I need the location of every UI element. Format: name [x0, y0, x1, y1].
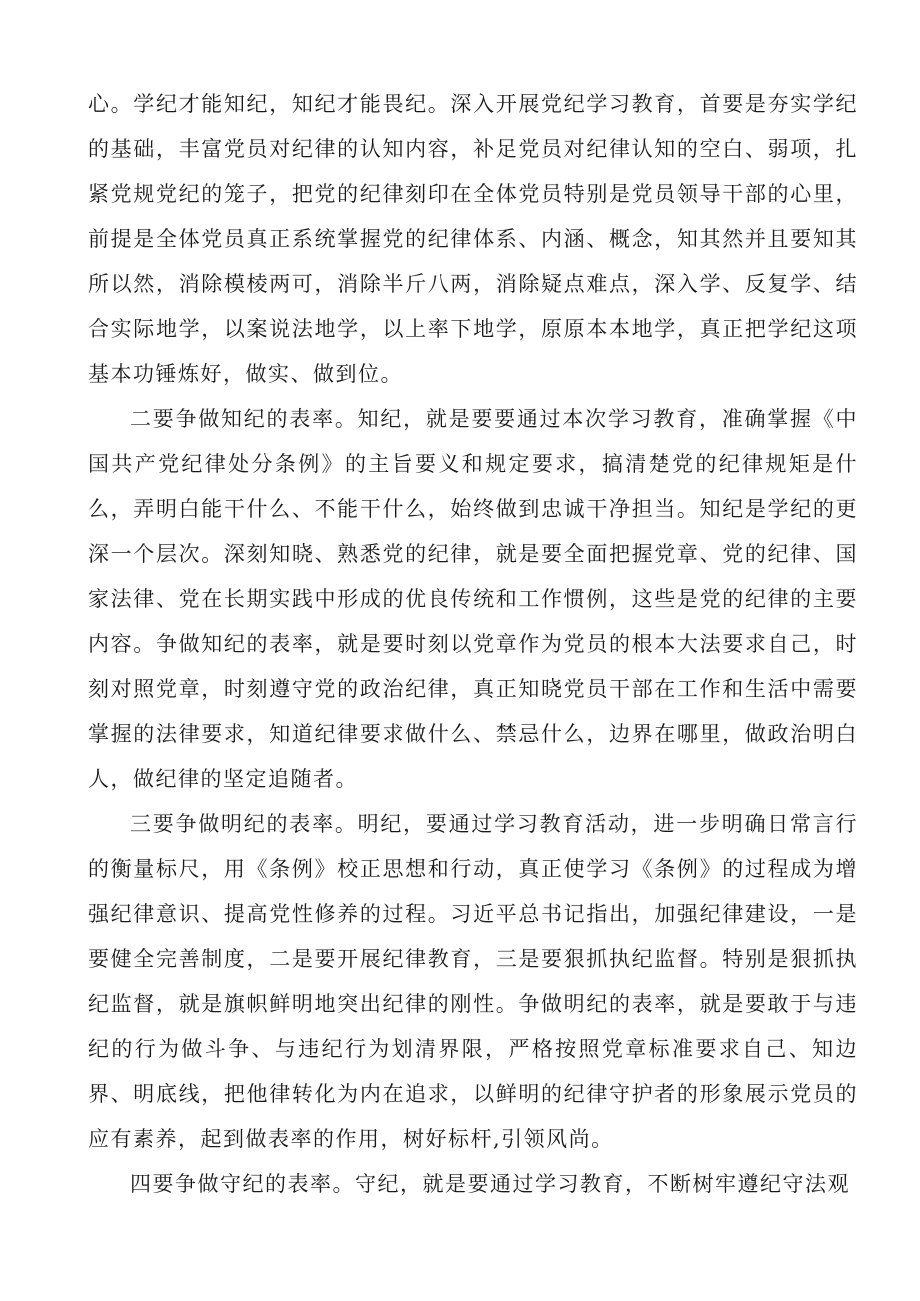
document-page	[88, 82, 858, 1207]
paragraph-keep-discipline: 四要争做守纪的表率。守纪，就是要通过学习教育，不断树牢遵纪守法观	[130, 1172, 850, 1196]
paragraph-continuation: 心。学纪才能知纪，知纪才能畏纪。深入开展党纪学习教育，首要是夯实学纪的基础，丰富党员对纪律的认知内容，补足党员对纪律认知的空白、弱项，扎紧党规党纪的笼子，把党的纪律刻印在全体党员特别是党员领导干部的心里，前提是全体党员真正系统掌握党的纪律体系、内涵、概念，知其然并且要知其所以然，消除模棱两可，消除半斤八两，消除疑点难点，深入学、反复学、结合实际地学，以案说法地学，以上率下地学，原原本本地学，真正把学纪这项基本功锤炼好，做实、做到位。	[88, 92, 858, 386]
paragraph-understand-discipline: 三要争做明纪的表率。明纪，要通过学习教育活动，进一步明确日常言行的衡量标尺，用《条例》校正思想和行动，真正使学习《条例》的过程成为增强纪律意识、提高党性修养的过程。习近平总书记指出，加强纪律建设，一是要健全完善制度，二是要开展纪律教育，三是要狠抓执纪监督。特别是狠抓执纪监督，就是旗帜鲜明地突出纪律的刚性。争做明纪的表率，就是要敢于与违纪的行为做斗争、与违纪行为划清界限，严格按照党章标准要求自己、知边界、明底线，把他律转化为内在追求，以鲜明的纪律守护者的形象展示党员的应有素养，起到做表率的作用，树好标杆,引领风尚。	[88, 812, 858, 1151]
paragraph-know-discipline: 二要争做知纪的表率。知纪，就是要要通过本次学习教育，准确掌握《中国共产党纪律处分条例》的主旨要义和规定要求，搞清楚党的纪律规矩是什么，弄明白能干什么、不能干什么，始终做到忠诚干净担当。知纪是学纪的更深一个层次。深刻知晓、熟悉党的纪律，就是要全面把握党章、党的纪律、国家法律、党在长期实践中形成的优良传统和工作惯例，这些是党的纪律的主要内容。争做知纪的表率，就是要时刻以党章作为党员的根本大法要求自己，时刻对照党章，时刻遵守党的政治纪律，真正知晓党员干部在工作和生活中需要掌握的法律要求，知道纪律要求做什么、禁忌什么，边界在哪里，做政治明白人，做纪律的坚定追随者。	[88, 407, 858, 791]
